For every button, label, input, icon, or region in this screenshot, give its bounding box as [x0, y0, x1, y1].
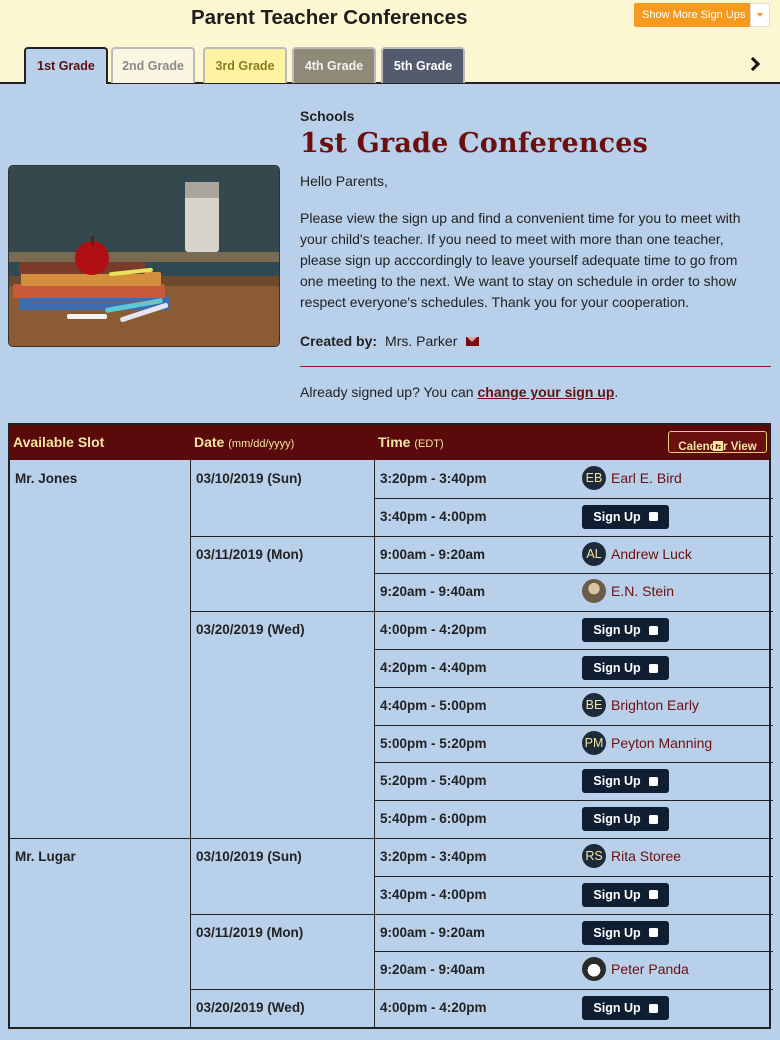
sign-up-button[interactable]: [582, 618, 669, 642]
sign-up-button[interactable]: [582, 505, 669, 529]
slot-date: 03/11/2019 (Mon): [196, 546, 304, 562]
avatar: RS: [582, 844, 606, 868]
slot-time: 9:20am - 9:40am: [380, 584, 486, 600]
divider: [300, 366, 771, 367]
intro-paragraph: Please view the sign up and find a convenient time for you to meet with your child's teacher. If you need to meet with more than one teacher, please sign up acccordingly to leave yourself adequate time to go from one meeting to the next. We want to stay on schedule in order to show respect everyone's schedules. Thank you for your cooperation.: [300, 210, 741, 310]
sign-up-label: Sign Up: [593, 812, 641, 827]
slot-time: 9:20am - 9:40am: [380, 962, 486, 978]
chevron-right-icon: [746, 57, 760, 71]
classroom-illustration: [9, 166, 280, 347]
signed-up-person: [582, 579, 674, 603]
table-grid-line: [374, 498, 773, 499]
tabs-next-button[interactable]: [744, 52, 766, 76]
tab-3rd-grade[interactable]: 3rd Grade: [203, 47, 287, 83]
header-bar: [0, 0, 780, 84]
slot-time: 4:00pm - 4:20pm: [380, 1000, 487, 1016]
table-grid-line: [374, 762, 773, 763]
signed-up-person: [582, 542, 692, 566]
col-time-label: Time: [378, 434, 411, 450]
checkbox-icon: [649, 1004, 658, 1013]
creator-name: Mrs. Parker: [385, 333, 458, 349]
table-grid-line: [190, 460, 191, 1027]
table-grid-line: [374, 573, 773, 574]
sign-up-label: Sign Up: [593, 661, 641, 675]
col-date: [194, 434, 294, 450]
main-content: [0, 84, 780, 1040]
envelope-icon[interactable]: [466, 337, 479, 346]
signed-up-name: Earl E. Bird: [611, 470, 682, 486]
slot-time: 3:40pm - 4:00pm: [380, 886, 487, 902]
checkbox-icon: [649, 664, 658, 673]
signed-up-person: [582, 844, 681, 868]
calendar-view-label: Calendar View: [678, 441, 757, 453]
signed-up-name: Peter Panda: [611, 961, 689, 978]
slot-time: 9:00am - 9:20am: [380, 924, 486, 940]
greeting-text: Hello Parents,: [300, 173, 388, 189]
avatar: EB: [582, 466, 606, 490]
slot-time: 4:00pm - 4:20pm: [380, 622, 487, 638]
signed-up-person: [582, 693, 699, 717]
already-prefix: Already signed up? You can: [300, 384, 478, 400]
slot-time: 5:40pm - 6:00pm: [380, 811, 487, 827]
sign-up-label: Sign Up: [593, 925, 641, 940]
classroom-photo: [8, 165, 280, 347]
signup-table: [8, 423, 771, 1029]
slot-time: 3:20pm - 3:40pm: [380, 471, 487, 486]
show-more-dropdown[interactable]: [634, 3, 770, 27]
page-title: Parent Teacher Conferences: [191, 6, 468, 29]
created-by: [300, 333, 479, 349]
table-grid-line: [374, 536, 773, 537]
sign-up-label: Sign Up: [593, 623, 641, 638]
signed-up-name: Brighton Early: [611, 696, 699, 713]
slot-date: 03/20/2019 (Wed): [196, 1000, 305, 1016]
slot-time: 9:00am - 9:20am: [380, 546, 486, 562]
checkbox-icon: [649, 777, 658, 786]
tab-4th-grade[interactable]: 4th Grade: [292, 47, 376, 83]
table-grid-line: [374, 838, 773, 839]
table-grid-line: [374, 725, 773, 726]
signed-up-person: [582, 957, 689, 981]
avatar: [582, 957, 606, 981]
checkbox-icon: [649, 928, 658, 937]
teacher-name: Mr. Jones: [15, 471, 78, 486]
sign-up-button[interactable]: [582, 883, 669, 907]
slot-date: 03/11/2019 (Mon): [196, 924, 304, 940]
teacher-name: Mr. Lugar: [15, 849, 76, 864]
slot-date: 03/10/2019 (Sun): [196, 849, 302, 864]
sign-up-button[interactable]: [582, 656, 669, 680]
avatar: AL: [582, 542, 606, 566]
col-time: [378, 434, 444, 450]
table-grid-line: [374, 914, 773, 915]
signed-up-name: Rita Storee: [611, 848, 682, 864]
slot-time: 4:20pm - 4:40pm: [380, 660, 487, 675]
sign-up-button[interactable]: [582, 996, 669, 1020]
table-grid-line: [374, 989, 773, 990]
checkbox-icon: [649, 890, 658, 899]
table-grid-line: [374, 800, 773, 801]
tab-2nd-grade[interactable]: 2nd Grade: [111, 47, 195, 83]
avatar: PM: [582, 731, 606, 755]
signup-heading: 1st Grade Conferences: [300, 128, 649, 159]
signed-up-name: Peyton Manning: [611, 734, 713, 751]
col-date-hint: (mm/dd/yyyy): [228, 438, 295, 450]
col-time-hint: (EDT): [414, 438, 444, 450]
created-by-label: Created by:: [300, 333, 378, 349]
col-date-label: Date: [194, 434, 225, 450]
sign-up-label: Sign Up: [593, 1001, 641, 1016]
slot-date: 03/10/2019 (Sun): [196, 471, 302, 486]
slot-time: 5:00pm - 5:20pm: [380, 735, 487, 751]
signed-up-name: E.N. Stein: [611, 583, 675, 600]
calendar-view-button[interactable]: [668, 431, 767, 453]
table-grid-line: [374, 649, 773, 650]
sign-up-button[interactable]: [582, 807, 669, 831]
caret-down-icon: [757, 13, 763, 17]
sign-up-button[interactable]: [582, 769, 669, 793]
sign-up-label: Sign Up: [593, 774, 641, 789]
signed-up-person: [582, 466, 682, 490]
tab-1st-grade[interactable]: 1st Grade: [24, 47, 108, 85]
table-grid-line: [374, 460, 375, 1027]
table-grid-line: [374, 687, 773, 688]
table-body: [10, 460, 769, 1027]
slot-time: 3:20pm - 3:40pm: [380, 849, 487, 864]
table-header: [10, 425, 769, 460]
avatar: BE: [582, 693, 606, 717]
schools-label: Schools: [300, 108, 355, 124]
checkbox-icon: [649, 512, 658, 521]
signed-up-name: Andrew Luck: [611, 545, 692, 562]
avatar: [582, 579, 606, 603]
col-available-slot: Available Slot: [13, 434, 105, 450]
slot-time: 3:40pm - 4:00pm: [380, 508, 487, 524]
show-more-button[interactable]: Show More Sign Ups: [634, 3, 750, 27]
slot-time: 4:40pm - 5:00pm: [380, 697, 487, 713]
sign-up-label: Sign Up: [593, 887, 641, 902]
change-sign-up-link[interactable]: change your sign up: [477, 384, 615, 400]
already-signed-up-text: [300, 384, 618, 400]
table-grid-line: [374, 876, 773, 877]
show-more-caret[interactable]: [750, 3, 770, 27]
already-suffix: .: [614, 384, 619, 400]
slot-date: 03/20/2019 (Wed): [196, 622, 305, 638]
signed-up-person: [582, 731, 712, 755]
tab-5th-grade[interactable]: 5th Grade: [381, 47, 465, 83]
sign-up-button[interactable]: [582, 921, 669, 945]
checkbox-icon: [649, 626, 658, 635]
slot-time: 5:20pm - 5:40pm: [380, 773, 487, 789]
table-grid-line: [374, 611, 773, 612]
sign-up-label: Sign Up: [593, 509, 641, 524]
checkbox-icon: [649, 815, 658, 824]
table-grid-line: [374, 951, 773, 952]
